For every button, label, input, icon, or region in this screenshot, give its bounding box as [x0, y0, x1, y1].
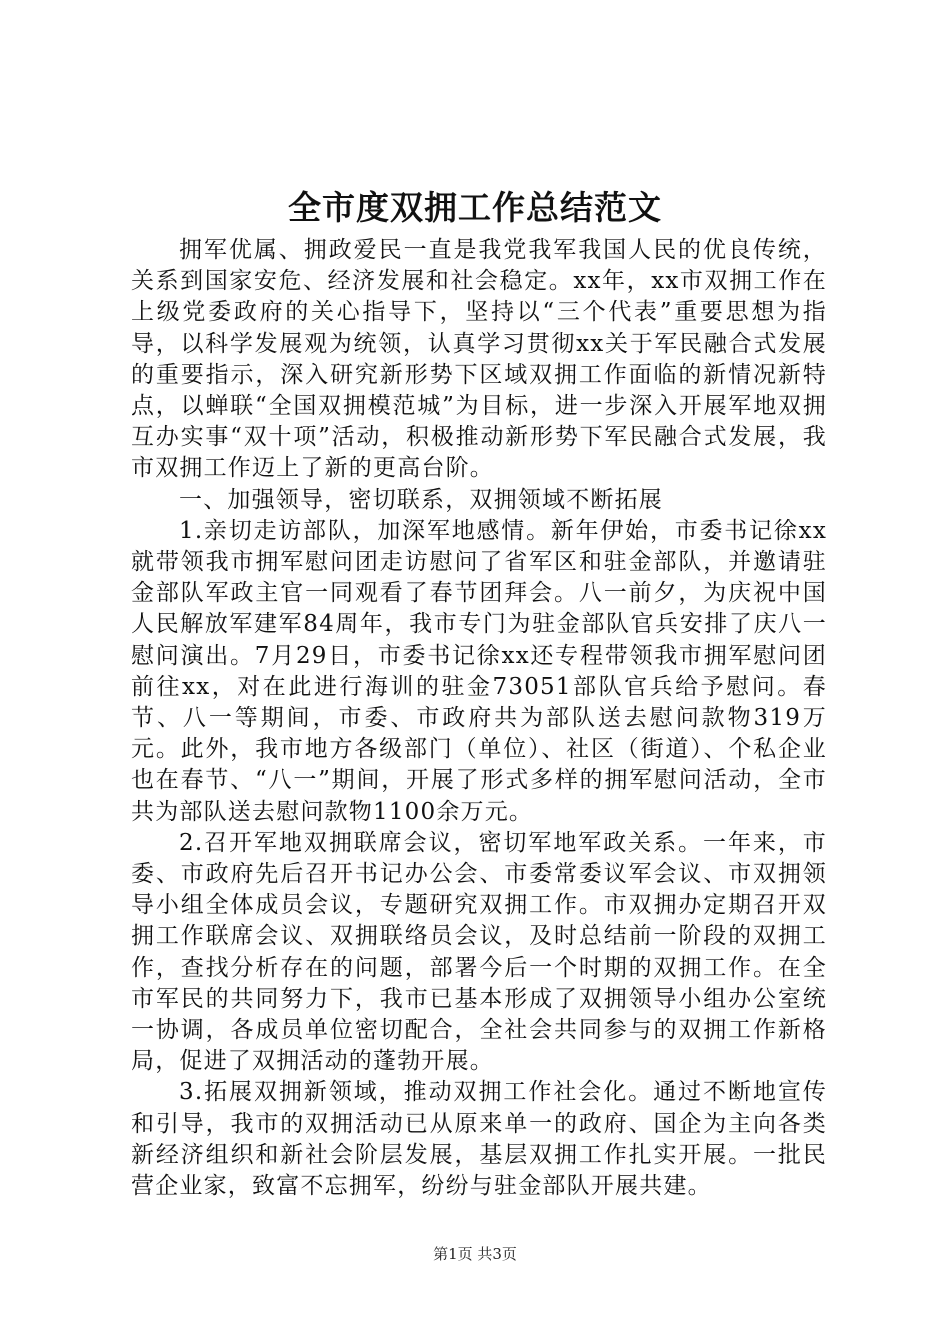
item-paragraph-1: 1.亲切走访部队，加深军地感情。新年伊始，市委书记徐xx就带领我市拥军慰问团走访慰问了省军区和驻金部队，并邀请驻金部队军政主官一同观看了春节团拜会。八一前夕，为庆祝中国人民解放军建军84周年，我市专门为驻金部队官兵安排了庆八一慰问演出。7月29日，市委书记徐xx还专程带领我市拥军慰问团前往xx，对在此进行海训的驻金73051部队官兵给予慰问。春节、八一等期间，市委、市政府共为部队送去慰问款物319万元。此外，我市地方各级部门（单位）、社区（街道）、个私企业也在春节、“八一”期间，开展了形式多样的拥军慰问活动，全市共为部队送去慰问款物1100余万元。: [131, 517, 827, 825]
document-body: [131, 235, 827, 1202]
item-paragraph-3: 3.拓展双拥新领域，推动双拥工作社会化。通过不断地宣传和引导，我市的双拥活动已从原来单一的政府、国企为主向各类新经济组织和新社会阶层发展，基层双拥工作扎实开展。一批民营企业家，致富不忘拥军，纷纷与驻金部队开展共建。: [131, 1079, 827, 1200]
document-title: 全市度双拥工作总结范文: [288, 188, 662, 227]
section-heading: 一、加强领导，密切联系，双拥领域不断拓展: [179, 486, 663, 513]
intro-paragraph: 拥军优属、拥政爱民一直是我党我军我国人民的优良传统，关系到国家安危、经济发展和社会稳定。xx年，xx市双拥工作在上级党委政府的关心指导下，坚持以“三个代表”重要思想为指导，以科学发展观为统领，认真学习贯彻xx关于军民融合式发展的重要指示，深入研究新形势下区域双拥工作面临的新情况新特点，以蝉联“全国双拥模范城”为目标，进一步深入开展军地双拥互办实事“双十项”活动，积极推动新形势下军民融合式发展，我市双拥工作迈上了新的更高台阶。: [131, 237, 827, 482]
item-paragraph-2: 2.召开军地双拥联席会议，密切军地军政关系。一年来，市委、市政府先后召开书记办公会、市委常委议军会议、市双拥领导小组全体成员会议，专题研究双拥工作。市双拥办定期召开双拥工作联席会议、双拥联络员会议，及时总结前一阶段的双拥工作，查找分析存在的问题，部署今后一个时期的双拥工作。在全市军民的共同努力下，我市已基本形成了双拥领导小组办公室统一协调，各成员单位密切配合，全社会共同参与的双拥工作新格局，促进了双拥活动的蓬勃开展。: [131, 829, 827, 1075]
page-number-footer: 第1页 共3页: [433, 1245, 517, 1263]
